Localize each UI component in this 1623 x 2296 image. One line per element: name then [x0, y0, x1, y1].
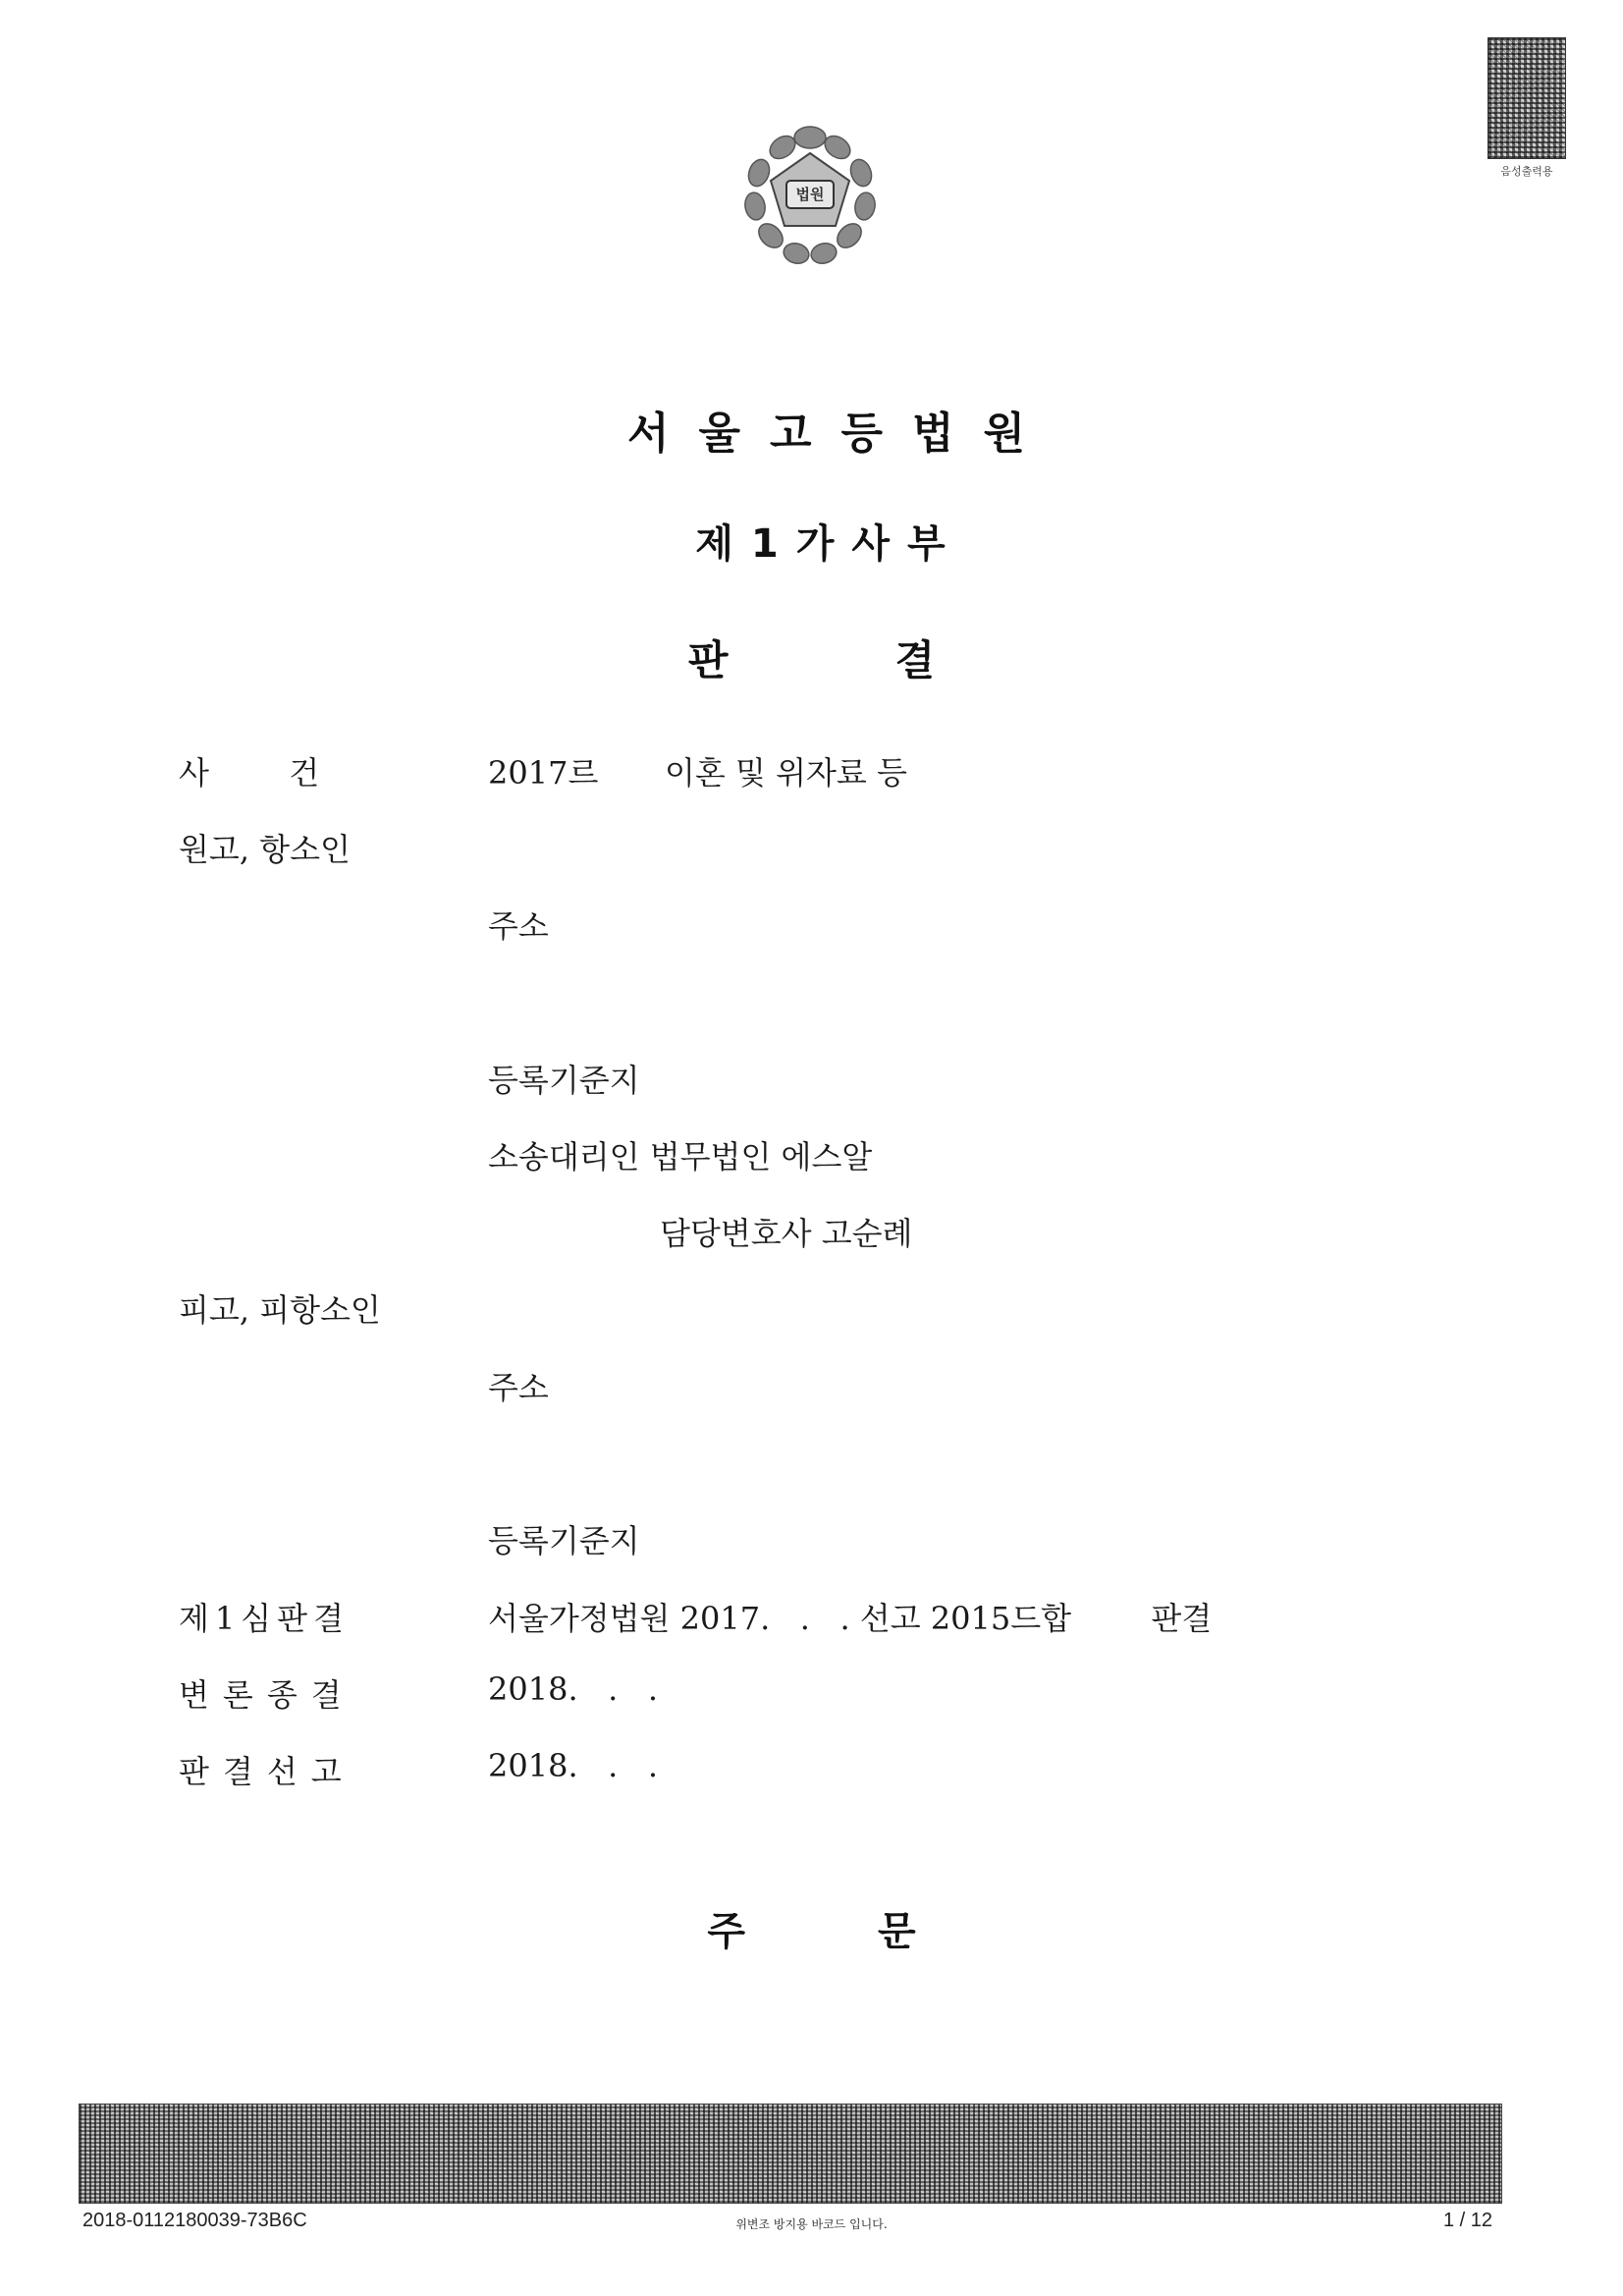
closing-label: 변론종결 — [179, 1676, 355, 1714]
qr-label: 음성출력용 — [1500, 165, 1553, 178]
plaintiff-registry-label: 등록기준지 — [488, 1062, 640, 1099]
attorney-line: 담당변호사 고순례 — [660, 1215, 913, 1252]
first-instance-value: 서울가정법원 2017. . . 선고 2015드합 판결 — [488, 1600, 1213, 1637]
page-number: 1 / 12 — [1443, 2210, 1493, 2231]
barcode-note: 위변조 방지용 바코드 입니다. — [735, 2217, 888, 2231]
plaintiff-address-label: 주소 — [488, 907, 549, 945]
section-heading-order — [0, 1900, 1623, 1956]
sentence-value: 2018. . . — [488, 1747, 658, 1784]
document-type-right: 결 — [894, 636, 936, 684]
closing-value: 2018. . . — [488, 1670, 658, 1708]
document-type-title — [0, 629, 1623, 687]
case-number: 2017르 — [488, 754, 599, 792]
first-instance-label: 제1심판결 — [179, 1600, 351, 1637]
defendant-address-label: 주소 — [488, 1369, 549, 1406]
section-heading-right: 문 — [878, 1909, 916, 1954]
defendant-registry-label: 등록기준지 — [488, 1522, 640, 1559]
court-name: 서울고등법원 — [626, 409, 1055, 459]
defendant-label: 피고, 피항소인 — [179, 1291, 381, 1329]
section-heading-left: 주 — [707, 1909, 745, 1954]
plaintiff-label: 원고, 항소인 — [179, 831, 351, 868]
counsel-line: 소송대리인 법무법인 에스알 — [488, 1138, 873, 1175]
qr-code-block — [1488, 37, 1566, 179]
sentence-label: 판결선고 — [179, 1753, 355, 1790]
qr-code-icon — [1488, 37, 1566, 159]
emblem-label: 법원 — [795, 186, 825, 203]
case-name: 이혼 및 위자료 등 — [665, 754, 907, 792]
anti-forgery-barcode-icon — [79, 2104, 1502, 2204]
document-type-left: 판 — [687, 636, 729, 684]
case-label: 사 건 — [179, 754, 320, 792]
division-name: 제1가사부 — [695, 521, 963, 567]
court-emblem-icon — [731, 116, 889, 273]
document-id: 2018-0112180039-73B6C — [82, 2210, 307, 2231]
